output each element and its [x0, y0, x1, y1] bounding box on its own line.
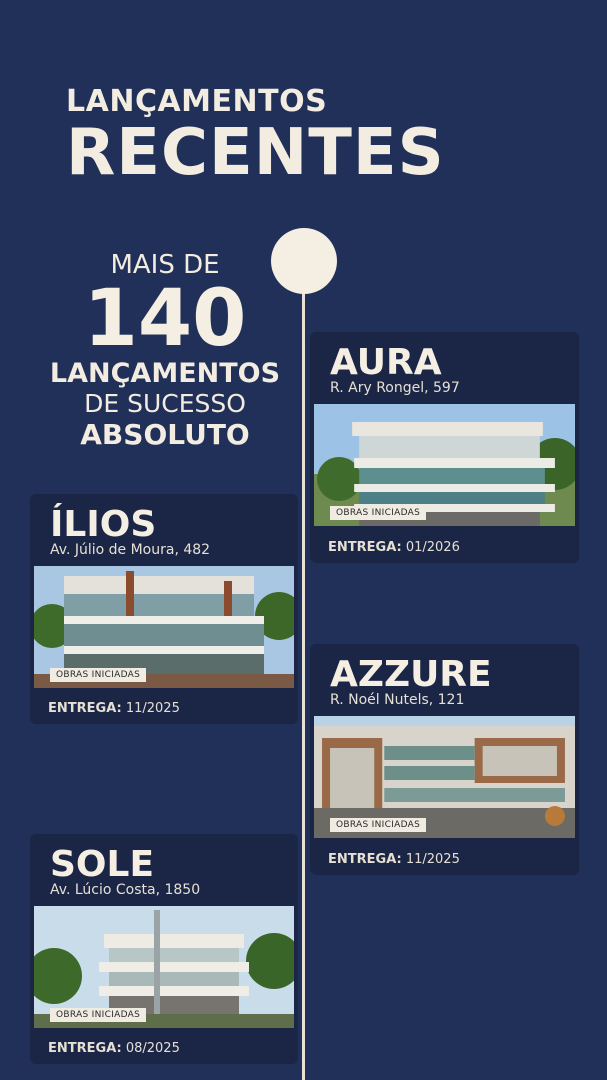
stats-line1: MAIS DE [110, 250, 220, 280]
stats-number: 140 [83, 274, 247, 364]
delivery-info [48, 701, 180, 716]
delivery-info [328, 852, 460, 867]
delivery-label: ENTREGA: [48, 701, 122, 716]
project-address: R. Noél Nutels, 121 [330, 692, 465, 708]
delivery-info [48, 1041, 180, 1056]
project-name: SOLE [50, 844, 155, 885]
delivery-date: 01/2026 [405, 540, 460, 555]
delivery-date: 11/2025 [405, 852, 460, 867]
project-name: AZZURE [330, 654, 492, 695]
project-name: AURA [330, 342, 442, 383]
delivery-info [328, 540, 460, 555]
project-address: R. Ary Rongel, 597 [330, 380, 460, 396]
stats-line5: ABSOLUTO [80, 418, 250, 452]
delivery-date: 08/2025 [125, 1041, 180, 1056]
stats-line4: DE SUCESSO [84, 389, 246, 419]
project-card-ilios[interactable] [30, 494, 298, 724]
delivery-label: ENTREGA: [328, 852, 402, 867]
project-address: Av. Júlio de Moura, 482 [50, 542, 211, 558]
title-small: LANÇAMENTOS [66, 84, 328, 119]
delivery-label: ENTREGA: [48, 1041, 122, 1056]
delivery-label: ENTREGA: [328, 540, 402, 555]
stats-block [40, 250, 290, 451]
status-badge: OBRAS INICIADAS [330, 506, 426, 520]
status-badge: OBRAS INICIADAS [50, 668, 146, 682]
delivery-date: 11/2025 [125, 701, 180, 716]
project-photo [314, 404, 575, 526]
project-card-sole[interactable] [30, 834, 298, 1064]
project-address: Av. Lúcio Costa, 1850 [50, 882, 201, 898]
project-name: ÍLIOS [50, 504, 157, 545]
title-big: RECENTES [66, 116, 445, 190]
timeline-line [302, 270, 305, 1080]
stats-line3: LANÇAMENTOS [49, 358, 281, 390]
project-card-azzure[interactable] [310, 644, 579, 875]
status-badge: OBRAS INICIADAS [50, 1008, 146, 1022]
project-photo [34, 906, 294, 1028]
status-badge: OBRAS INICIADAS [330, 818, 426, 832]
project-card-aura[interactable] [310, 332, 579, 563]
project-photo [34, 566, 294, 688]
project-photo [314, 716, 575, 838]
